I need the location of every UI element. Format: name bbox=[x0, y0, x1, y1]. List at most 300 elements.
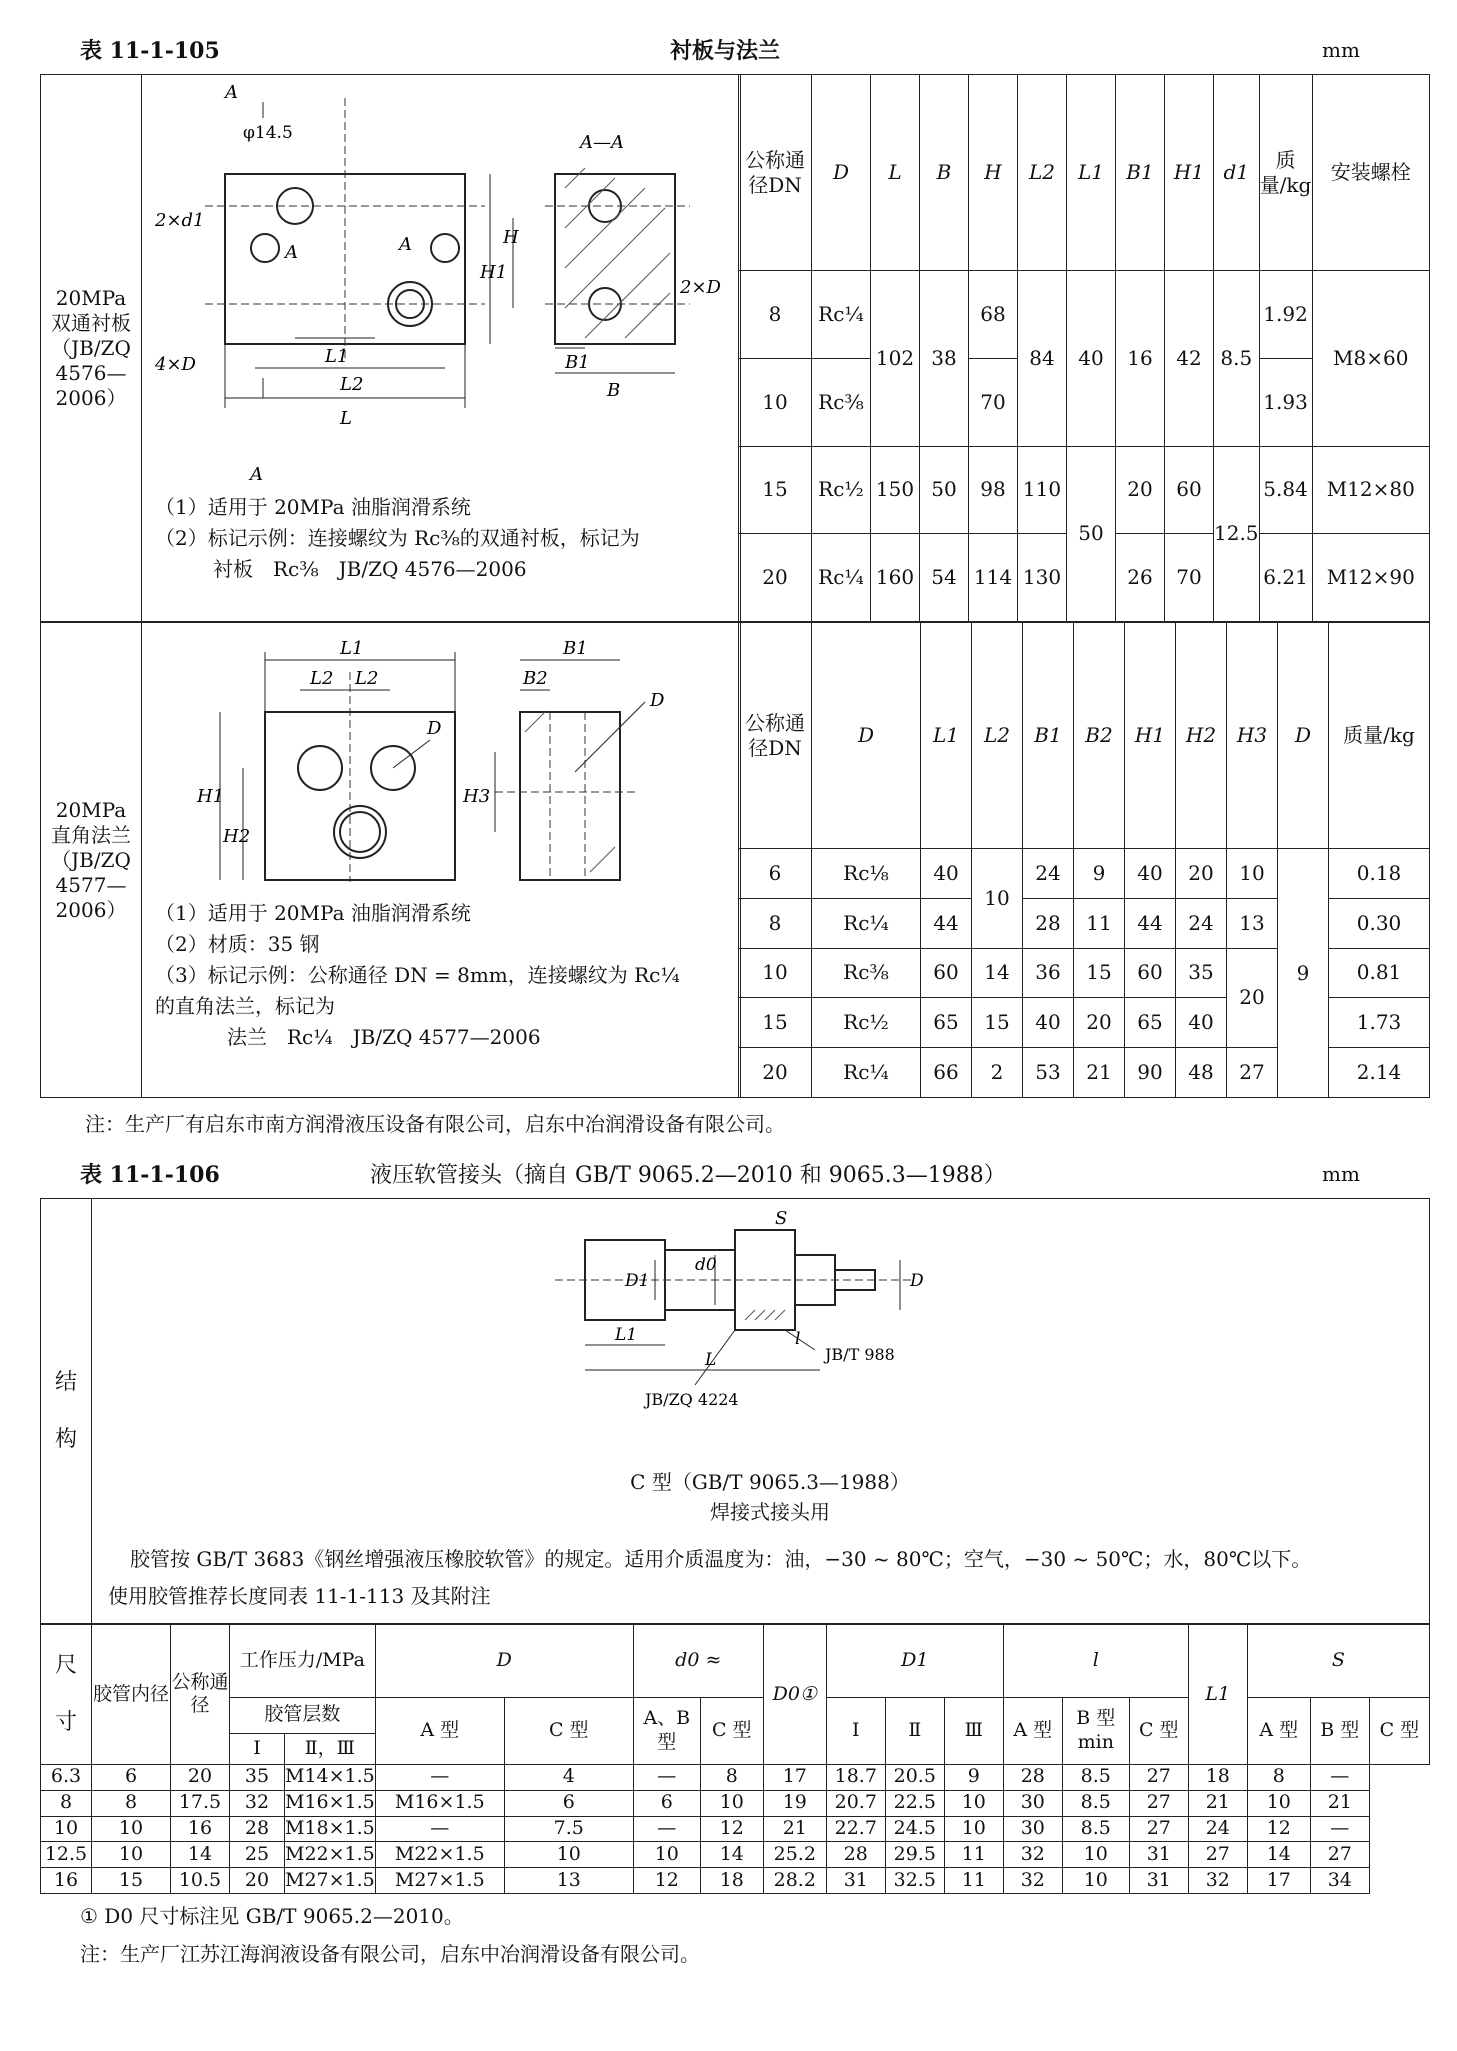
cell: 2 bbox=[972, 1048, 1023, 1098]
note-line: （2）标记示例：连接螺纹为 Rc⅜的双通衬板，标记为 bbox=[155, 526, 640, 550]
header-text: D bbox=[832, 160, 850, 184]
cell: 8.5 bbox=[1062, 1790, 1129, 1816]
fig-label: B bbox=[607, 380, 621, 401]
cell: 34 bbox=[1310, 1868, 1369, 1894]
fig-label: H3 bbox=[463, 786, 491, 807]
col-header: d0 ≈ bbox=[633, 1625, 763, 1698]
cell: 21 bbox=[1310, 1790, 1369, 1816]
col-header bbox=[1067, 75, 1116, 271]
s1-data-table bbox=[738, 74, 1430, 622]
col-header: C 型 bbox=[1129, 1698, 1188, 1765]
fig-label: l bbox=[795, 1329, 801, 1349]
cell: 29.5 bbox=[885, 1842, 944, 1868]
cell: 10 bbox=[944, 1816, 1003, 1842]
cell: 27 bbox=[1227, 1048, 1278, 1098]
fig-label: A bbox=[225, 82, 238, 103]
s2-label-line: 2006） bbox=[55, 897, 127, 922]
note-line: （1）适用于 20MPa 油脂润滑系统 bbox=[155, 495, 471, 519]
cell: 14 bbox=[972, 948, 1023, 998]
header-text: H1 bbox=[1134, 723, 1166, 747]
cell: 150 bbox=[871, 446, 920, 534]
cell: 20 bbox=[1116, 446, 1165, 534]
right-angle-flange-drawing bbox=[195, 632, 725, 892]
cell: 11 bbox=[944, 1842, 1003, 1868]
cell: 13 bbox=[1227, 898, 1278, 948]
cell: M18×1.5 bbox=[285, 1816, 376, 1842]
cell: 4 bbox=[504, 1764, 633, 1790]
fig-label: L1 bbox=[325, 346, 349, 367]
cell: 14 bbox=[171, 1842, 230, 1868]
cell: 160 bbox=[871, 534, 920, 622]
cell: 20.7 bbox=[826, 1790, 885, 1816]
cell: 65 bbox=[1125, 998, 1176, 1048]
fig-label: B1 bbox=[565, 352, 590, 373]
col-header: 工作压力/MPa bbox=[230, 1625, 376, 1698]
cell: M16×1.5 bbox=[285, 1790, 376, 1816]
cell: 10 bbox=[1247, 1790, 1310, 1816]
fig-label: H1 bbox=[480, 262, 508, 283]
cell: 20 bbox=[739, 534, 812, 622]
cell: 8 bbox=[41, 1790, 92, 1816]
note-line: （2）材质：35 钢 bbox=[155, 932, 320, 956]
fig-label: d0 bbox=[695, 1255, 717, 1275]
cell: 6.3 bbox=[41, 1764, 92, 1790]
structure-label-char: 结 bbox=[54, 1369, 77, 1395]
fig-label: D1 bbox=[625, 1271, 650, 1291]
cell: 20 bbox=[739, 1048, 812, 1098]
col-header bbox=[1312, 75, 1429, 271]
col-header bbox=[1074, 623, 1125, 849]
col-header: 公称通径 bbox=[171, 1625, 230, 1765]
fig-label: L1 bbox=[615, 1325, 638, 1345]
cell: 8 bbox=[739, 898, 812, 948]
col-header bbox=[1278, 623, 1329, 849]
figure-caption: C 型（GB/T 9065.3—1988） bbox=[630, 1470, 910, 1494]
cell: Rc¼ bbox=[812, 1048, 921, 1098]
cell: 50 bbox=[920, 446, 969, 534]
cell: 60 bbox=[1165, 446, 1214, 534]
cell: 6.21 bbox=[1259, 534, 1312, 622]
cell: 42 bbox=[1165, 271, 1214, 447]
cell: 1.93 bbox=[1259, 358, 1312, 446]
cell: 24 bbox=[1176, 898, 1227, 948]
header-text: B1 bbox=[1034, 723, 1062, 747]
cell: Rc⅛ bbox=[812, 849, 921, 899]
cell: 27 bbox=[1188, 1842, 1247, 1868]
cell: 10 bbox=[633, 1842, 700, 1868]
cell: 8 bbox=[739, 271, 812, 359]
cell: 1.73 bbox=[1329, 998, 1430, 1048]
cell: 27 bbox=[1129, 1790, 1188, 1816]
cell: 10 bbox=[739, 948, 812, 998]
col-header bbox=[1214, 75, 1260, 271]
cell: 32 bbox=[230, 1790, 285, 1816]
cell: 50 bbox=[1067, 446, 1116, 622]
size-label-char: 尺 bbox=[54, 1653, 77, 1679]
figure-caption: 焊接式接头用 bbox=[710, 1500, 830, 1524]
header-text: H2 bbox=[1185, 723, 1217, 747]
fig-label: D bbox=[650, 690, 665, 711]
s1-label-line: 20MPa bbox=[55, 285, 127, 310]
cell: 44 bbox=[921, 898, 972, 948]
col-header: Ⅱ bbox=[885, 1698, 944, 1765]
s2-label-line: （JB/ZQ bbox=[51, 847, 131, 872]
cell: 6 bbox=[739, 849, 812, 899]
cell: 12 bbox=[1247, 1816, 1310, 1842]
cell: 38 bbox=[920, 271, 969, 447]
fig-label: L bbox=[705, 1350, 717, 1370]
col-header: Ⅰ bbox=[230, 1733, 285, 1764]
header-text: L2 bbox=[983, 723, 1010, 747]
cell: 98 bbox=[969, 446, 1018, 534]
cell: 5.84 bbox=[1259, 446, 1312, 534]
hose-fitting-drawing bbox=[555, 1200, 975, 1440]
table-row bbox=[41, 1842, 1430, 1868]
cell: — bbox=[375, 1764, 504, 1790]
col-header bbox=[812, 623, 921, 849]
fig-label: A bbox=[285, 242, 298, 263]
fig-label: L2 bbox=[340, 374, 364, 395]
cell: 16 bbox=[1116, 271, 1165, 447]
cell: 17 bbox=[1247, 1868, 1310, 1894]
fig-label: JB/T 988 bbox=[825, 1345, 895, 1364]
cell: M12×80 bbox=[1312, 446, 1429, 534]
cell: 25 bbox=[230, 1842, 285, 1868]
double-pass-plate-drawing bbox=[145, 78, 735, 488]
cell: 24.5 bbox=[885, 1816, 944, 1842]
col-header: B 型 min bbox=[1062, 1698, 1129, 1765]
s2-notes bbox=[155, 898, 680, 1053]
cell: 15 bbox=[92, 1868, 171, 1894]
col-header: Ⅰ bbox=[826, 1698, 885, 1765]
cell: 28 bbox=[826, 1842, 885, 1868]
fig-label: 2×D bbox=[680, 277, 721, 298]
cell: 36 bbox=[1023, 948, 1074, 998]
cell: 40 bbox=[1023, 998, 1074, 1048]
fig-label: H bbox=[503, 227, 519, 248]
t106-note-1: ① D0 尺寸标注见 GB/T 9065.2—2010。 bbox=[80, 1904, 464, 1928]
cell: 31 bbox=[826, 1868, 885, 1894]
header-text: 质量/kg bbox=[1259, 147, 1312, 197]
header-text: H3 bbox=[1236, 723, 1268, 747]
cell: 16 bbox=[171, 1816, 230, 1842]
cell: 44 bbox=[1125, 898, 1176, 948]
fig-label: B2 bbox=[523, 668, 548, 689]
cell: 10 bbox=[944, 1790, 1003, 1816]
cell: 8 bbox=[92, 1790, 171, 1816]
cell: 22.7 bbox=[826, 1816, 885, 1842]
cell: M8×60 bbox=[1312, 271, 1429, 447]
note-line: （3）标记示例：公称通径 DN = 8mm，连接螺纹为 Rc¼ bbox=[155, 963, 680, 987]
cell: 0.18 bbox=[1329, 849, 1430, 899]
cell: 54 bbox=[920, 534, 969, 622]
cell: 32 bbox=[1188, 1868, 1247, 1894]
cell: 9 bbox=[1074, 849, 1125, 899]
header-text: 公称通径DN bbox=[745, 147, 805, 197]
cell: Rc½ bbox=[812, 998, 921, 1048]
structure-description: 使用胶管推荐长度同表 11-1-113 及其附注 bbox=[108, 1584, 491, 1608]
s1-label-line: 2006） bbox=[55, 385, 127, 410]
cell: 28 bbox=[1003, 1764, 1062, 1790]
s1-label bbox=[41, 75, 142, 622]
cell: 20 bbox=[1176, 849, 1227, 899]
header-text: L2 bbox=[1028, 160, 1055, 184]
cell: 8 bbox=[1247, 1764, 1310, 1790]
col-header bbox=[972, 623, 1023, 849]
header-text: 质量/kg bbox=[1343, 723, 1415, 747]
cell: 30 bbox=[1003, 1816, 1062, 1842]
table-title: 衬板与法兰 bbox=[670, 38, 781, 64]
cell: 1.92 bbox=[1259, 271, 1312, 359]
table-title: 液压软管接头（摘自 GB/T 9065.2—2010 和 9065.3—1988） bbox=[370, 1163, 1006, 1188]
fig-label: L2 bbox=[355, 668, 379, 689]
cell: 15 bbox=[739, 998, 812, 1048]
cell: 130 bbox=[1018, 534, 1067, 622]
cell: 21 bbox=[1188, 1790, 1247, 1816]
cell: Rc½ bbox=[812, 446, 871, 534]
cell: 40 bbox=[1067, 271, 1116, 447]
header-text: B bbox=[936, 160, 952, 184]
cell: 53 bbox=[1023, 1048, 1074, 1098]
fig-label: B1 bbox=[563, 638, 588, 659]
col-header bbox=[969, 75, 1018, 271]
cell: 8 bbox=[700, 1764, 763, 1790]
structure-label bbox=[41, 1199, 92, 1624]
cell: 84 bbox=[1018, 271, 1067, 447]
header-text: D bbox=[1294, 723, 1312, 747]
cell: 21 bbox=[763, 1816, 826, 1842]
cell: 10 bbox=[92, 1842, 171, 1868]
size-label-char: 寸 bbox=[54, 1710, 77, 1736]
cell: 17.5 bbox=[171, 1790, 230, 1816]
cell: 35 bbox=[230, 1764, 285, 1790]
cell: — bbox=[375, 1816, 504, 1842]
cell: M22×1.5 bbox=[285, 1842, 376, 1868]
cell: 22.5 bbox=[885, 1790, 944, 1816]
cell: 7.5 bbox=[504, 1816, 633, 1842]
cell: 10 bbox=[92, 1816, 171, 1842]
cell: 90 bbox=[1125, 1048, 1176, 1098]
size-label bbox=[41, 1625, 92, 1765]
cell: 24 bbox=[1023, 849, 1074, 899]
cell: 10.5 bbox=[171, 1868, 230, 1894]
col-header: C 型 bbox=[700, 1698, 763, 1765]
note-line: 的直角法兰，标记为 bbox=[155, 994, 335, 1018]
cell: 114 bbox=[969, 534, 1018, 622]
s2-label bbox=[41, 623, 142, 1098]
cell: 11 bbox=[1074, 898, 1125, 948]
note-line: 衬板 Rc⅜ JB/ZQ 4576—2006 bbox=[213, 557, 527, 581]
col-header bbox=[1018, 75, 1067, 271]
cell: 17 bbox=[763, 1764, 826, 1790]
table-row bbox=[41, 1868, 1430, 1894]
col-header: A 型 bbox=[1003, 1698, 1062, 1765]
cell: 12.5 bbox=[1214, 446, 1260, 622]
s1-label-line: 双通衬板 bbox=[51, 310, 131, 335]
cell: 14 bbox=[700, 1842, 763, 1868]
header-text: H bbox=[984, 160, 1002, 184]
t106-note-2: 注：生产厂江苏江海润液设备有限公司，启东中冶润滑设备有限公司。 bbox=[80, 1942, 700, 1966]
col-header bbox=[920, 75, 969, 271]
col-header bbox=[1165, 75, 1214, 271]
cell: 15 bbox=[972, 998, 1023, 1048]
cell: 32.5 bbox=[885, 1868, 944, 1894]
unit-label: mm bbox=[1322, 38, 1360, 62]
cell: — bbox=[633, 1816, 700, 1842]
table-row bbox=[41, 1790, 1430, 1816]
cell: 11 bbox=[944, 1868, 1003, 1894]
cell: 10 bbox=[739, 358, 812, 446]
col-header: 胶管内径 bbox=[92, 1625, 171, 1765]
cell: 40 bbox=[1176, 998, 1227, 1048]
cell: 28 bbox=[230, 1816, 285, 1842]
fig-label: JB/ZQ 4224 bbox=[645, 1390, 739, 1409]
col-header: B 型 bbox=[1310, 1698, 1369, 1765]
cell: 8.5 bbox=[1214, 271, 1260, 447]
cell: 0.81 bbox=[1329, 948, 1430, 998]
cell: M12×90 bbox=[1312, 534, 1429, 622]
col-header: 胶管层数 bbox=[230, 1698, 376, 1733]
cell: 32 bbox=[1003, 1842, 1062, 1868]
header-text: H1 bbox=[1173, 160, 1205, 184]
cell: 10 bbox=[1062, 1842, 1129, 1868]
fig-label: 2×d1 bbox=[155, 210, 205, 231]
col-header: Ⅱ，Ⅲ bbox=[285, 1733, 376, 1764]
s1-label-line: （JB/ZQ bbox=[51, 335, 131, 360]
cell: Rc¼ bbox=[812, 271, 871, 359]
col-header: D0① bbox=[763, 1625, 826, 1765]
cell: 13 bbox=[504, 1868, 633, 1894]
cell: 20 bbox=[1074, 998, 1125, 1048]
col-header bbox=[1023, 623, 1074, 849]
cell: Rc⅜ bbox=[812, 358, 871, 446]
header-text: L bbox=[888, 160, 902, 184]
cell: M27×1.5 bbox=[375, 1868, 504, 1894]
s2-label-line: 4577— bbox=[55, 872, 127, 897]
cell: 31 bbox=[1129, 1842, 1188, 1868]
col-header bbox=[921, 623, 972, 849]
note-line: （1）适用于 20MPa 油脂润滑系统 bbox=[155, 901, 471, 925]
col-header bbox=[1227, 623, 1278, 849]
cell: M16×1.5 bbox=[375, 1790, 504, 1816]
header-text: d1 bbox=[1223, 160, 1250, 184]
col-header bbox=[1259, 75, 1312, 271]
cell: 8.5 bbox=[1062, 1764, 1129, 1790]
cell: 18.7 bbox=[826, 1764, 885, 1790]
cell: Rc¼ bbox=[812, 534, 871, 622]
col-header: A、B 型 bbox=[633, 1698, 700, 1765]
cell: 10 bbox=[700, 1790, 763, 1816]
col-header bbox=[1329, 623, 1430, 849]
cell: 10 bbox=[504, 1842, 633, 1868]
table-row bbox=[41, 1764, 1430, 1790]
header-text: D bbox=[857, 723, 875, 747]
fig-label: L bbox=[340, 408, 352, 429]
cell: 32 bbox=[1003, 1868, 1062, 1894]
col-header: Ⅲ bbox=[944, 1698, 1003, 1765]
header-text: 公称通径DN bbox=[745, 710, 805, 760]
cell: 27 bbox=[1310, 1842, 1369, 1868]
t105-footnote: 注：生产厂有启东市南方润滑液压设备有限公司，启东中冶润滑设备有限公司。 bbox=[85, 1112, 785, 1136]
header-text: 安装螺栓 bbox=[1330, 160, 1411, 184]
cell: 12 bbox=[633, 1868, 700, 1894]
col-header bbox=[1125, 623, 1176, 849]
table-number: 表 11-1-106 bbox=[80, 1162, 220, 1188]
table-row bbox=[41, 1816, 1430, 1842]
cell: 6 bbox=[504, 1790, 633, 1816]
cell: 48 bbox=[1176, 1048, 1227, 1098]
cell: 10 bbox=[41, 1816, 92, 1842]
fig-label: L1 bbox=[340, 638, 364, 659]
cell: 28.2 bbox=[763, 1868, 826, 1894]
col-header: S bbox=[1247, 1625, 1429, 1698]
cell: 28 bbox=[1023, 898, 1074, 948]
fig-label: D bbox=[427, 718, 442, 739]
cell: 15 bbox=[1074, 948, 1125, 998]
col-header: L1 bbox=[1188, 1625, 1247, 1765]
cell: 35 bbox=[1176, 948, 1227, 998]
cell: 60 bbox=[921, 948, 972, 998]
cell: 9 bbox=[1278, 849, 1329, 1098]
cell: 65 bbox=[921, 998, 972, 1048]
fitting-size-table bbox=[40, 1624, 1430, 1894]
note-line: 法兰 Rc¼ JB/ZQ 4577—2006 bbox=[227, 1025, 541, 1049]
cell: 16 bbox=[41, 1868, 92, 1894]
cell: 19 bbox=[763, 1790, 826, 1816]
cell: 20 bbox=[171, 1764, 230, 1790]
cell: 6 bbox=[92, 1764, 171, 1790]
cell: 2.14 bbox=[1329, 1048, 1430, 1098]
fig-label: A bbox=[250, 464, 263, 485]
s1-label-line: 4576— bbox=[55, 360, 127, 385]
header-text: B2 bbox=[1085, 723, 1113, 747]
cell: 10 bbox=[1227, 849, 1278, 899]
cell: 102 bbox=[871, 271, 920, 447]
cell: 68 bbox=[969, 271, 1018, 359]
cell: M22×1.5 bbox=[375, 1842, 504, 1868]
cell: 27 bbox=[1129, 1816, 1188, 1842]
cell: 12 bbox=[700, 1816, 763, 1842]
structure-label-char: 构 bbox=[54, 1427, 77, 1452]
cell: 70 bbox=[1165, 534, 1214, 622]
header-text: L1 bbox=[932, 723, 959, 747]
cell: — bbox=[1310, 1816, 1369, 1842]
cell: Rc⅜ bbox=[812, 948, 921, 998]
cell: — bbox=[1310, 1764, 1369, 1790]
col-header: A 型 bbox=[1247, 1698, 1310, 1765]
table-number: 表 11-1-105 bbox=[80, 38, 220, 64]
col-header: A 型 bbox=[375, 1698, 504, 1765]
col-header bbox=[871, 75, 920, 271]
col-header: C 型 bbox=[1369, 1698, 1429, 1765]
fig-label: L2 bbox=[310, 668, 334, 689]
cell: 0.30 bbox=[1329, 898, 1430, 948]
header-text: L1 bbox=[1077, 160, 1104, 184]
s2-label-line: 直角法兰 bbox=[51, 822, 131, 847]
cell: Rc¼ bbox=[812, 898, 921, 948]
cell: 24 bbox=[1188, 1816, 1247, 1842]
unit-label: mm bbox=[1322, 1162, 1360, 1186]
col-header bbox=[739, 623, 812, 849]
cell: 15 bbox=[739, 446, 812, 534]
cell: 10 bbox=[972, 849, 1023, 949]
fig-label: D bbox=[910, 1271, 924, 1291]
cell: 8.5 bbox=[1062, 1816, 1129, 1842]
col-header: D bbox=[375, 1625, 633, 1698]
header-text: B1 bbox=[1126, 160, 1154, 184]
fig-label: H1 bbox=[197, 786, 225, 807]
cell: 27 bbox=[1129, 1764, 1188, 1790]
